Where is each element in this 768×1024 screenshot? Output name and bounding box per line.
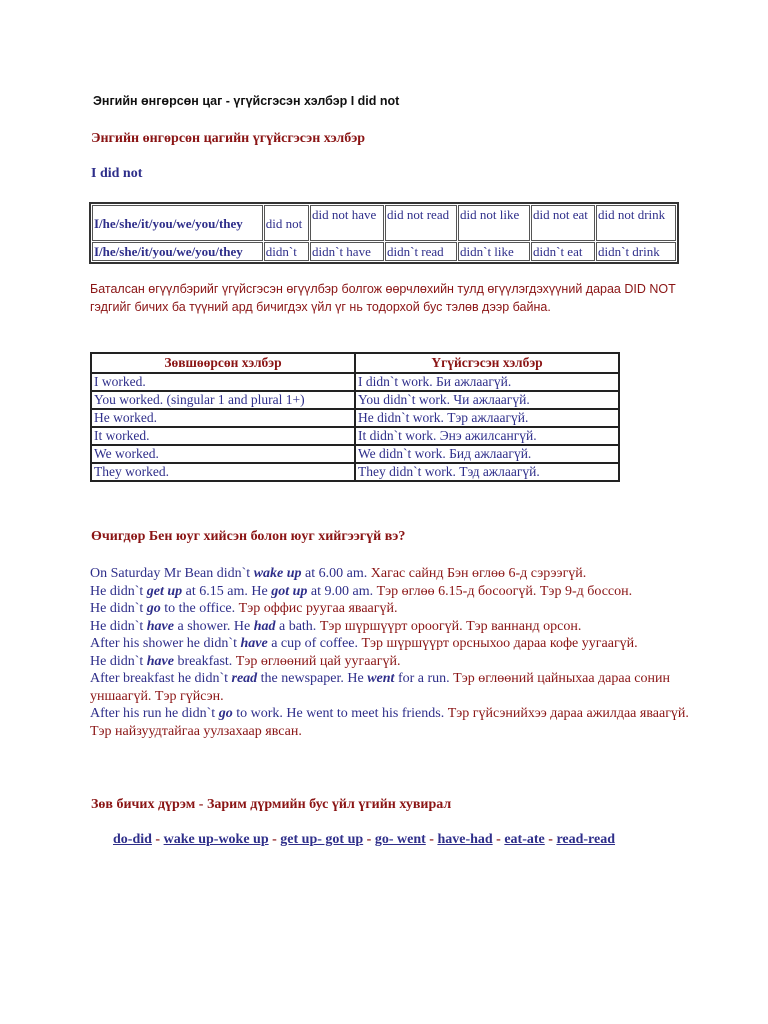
verb-link-wake-up[interactable]: wake up-woke up bbox=[163, 832, 269, 847]
table-cell: didn`t like bbox=[458, 242, 530, 261]
table-row bbox=[91, 463, 619, 481]
table-cell: You worked. (singular 1 and plural 1+) bbox=[91, 391, 355, 409]
table-row bbox=[92, 242, 676, 261]
column-header-affirmative: Зөвшөөрсөн хэлбэр bbox=[91, 353, 355, 373]
story-verb: go bbox=[218, 706, 233, 721]
story-line bbox=[90, 705, 690, 740]
table-cell: He worked. bbox=[91, 409, 355, 427]
story-text-mn: Тэр шүршүүрт ороогүй. Тэр ваннанд орсон. bbox=[319, 618, 582, 634]
verb-link-get-up[interactable]: get up- got up bbox=[280, 832, 364, 847]
table-cell: You didn`t work. Чи ажлаагүй. bbox=[355, 391, 619, 409]
verb-link-go-went[interactable]: go- went bbox=[374, 832, 426, 847]
separator: - bbox=[548, 832, 553, 847]
table-row bbox=[92, 205, 676, 241]
story-text-en: He didn`t bbox=[90, 618, 147, 634]
table-cell: did not like bbox=[458, 205, 530, 241]
table-cell: didn`t bbox=[264, 242, 309, 261]
table-row bbox=[91, 409, 619, 427]
story-line bbox=[90, 635, 690, 653]
table-cell: I worked. bbox=[91, 373, 355, 391]
story-verb: get up bbox=[146, 583, 183, 599]
table-cell: We worked. bbox=[91, 445, 355, 463]
story-line bbox=[90, 565, 690, 583]
table-cell: We didn`t work. Бид ажлаагүй. bbox=[355, 445, 619, 463]
story-line bbox=[90, 618, 690, 636]
story-line bbox=[90, 583, 690, 601]
table-row bbox=[91, 445, 619, 463]
story-text-en: On Saturday Mr Bean didn`t bbox=[90, 566, 254, 581]
table-cell: did not drink bbox=[596, 205, 676, 241]
table-cell: didn`t read bbox=[385, 242, 457, 261]
table-cell: He didn`t work. Тэр ажлаагүй. bbox=[355, 409, 619, 427]
separator: - bbox=[496, 832, 501, 847]
table-cell: I/he/she/it/you/we/you/they bbox=[92, 205, 263, 241]
story-text-en: a shower. He bbox=[173, 618, 254, 634]
story-line bbox=[90, 670, 690, 705]
story-text-en: After his shower he didn`t bbox=[90, 636, 241, 651]
did-not-table bbox=[89, 202, 679, 264]
separator: - bbox=[366, 832, 372, 847]
story-line bbox=[90, 653, 690, 671]
story-text-mn: Тэр оффис руугаа яваагүй. bbox=[238, 601, 398, 616]
story-text-en: at 6.00 am. bbox=[301, 566, 371, 581]
story-verb: have bbox=[146, 618, 174, 634]
story-verb: had bbox=[253, 618, 276, 634]
story-text-en: to the office. bbox=[160, 601, 239, 616]
table-cell: It didn`t work. Энэ ажилсангүй. bbox=[355, 427, 619, 445]
table-row bbox=[91, 373, 619, 391]
separator: - bbox=[155, 832, 161, 847]
story-text-mn: Тэр өглөөний цайныхаа дараа сонин уншаагүй. Тэр гүйсэн. bbox=[90, 671, 670, 704]
story-verb: went bbox=[367, 671, 395, 686]
story-verb: have bbox=[146, 653, 174, 669]
affirmative-negative-table bbox=[90, 352, 620, 482]
column-header-negative: Үгүйсгэсэн хэлбэр bbox=[355, 353, 619, 373]
story-text-mn: Тэр өглөө 6.15-д босоогүй. Тэр 9-д боссон. bbox=[376, 583, 633, 599]
story-verb: read bbox=[231, 671, 258, 686]
document-title: Энгийн өнгөрсөн цаг - үгүйсгэсэн хэлбэр I did not bbox=[93, 94, 400, 108]
table-header-row bbox=[91, 353, 619, 373]
table-row bbox=[91, 391, 619, 409]
subtitle-red: Энгийн өнгөрсөн цагийн үгүйсгэсэн хэлбэр bbox=[91, 131, 366, 146]
story-text-en: After his run he didn`t bbox=[90, 706, 219, 721]
spelling-rule-heading: Зөв бичих дүрэм - Зарим дүрмийн бус үйл үгийн хувирал bbox=[91, 797, 452, 812]
story-text-en: He didn`t bbox=[90, 601, 147, 616]
table-cell: did not have bbox=[310, 205, 384, 241]
table-cell: did not read bbox=[385, 205, 457, 241]
table-cell: didn`t drink bbox=[596, 242, 676, 261]
question-heading: Өчигдөр Бен юуг хийсэн болон юуг хийгээгүй вэ? bbox=[91, 529, 406, 544]
story-verb: go bbox=[146, 601, 161, 616]
story-text-en: to work. He went to meet his friends. bbox=[232, 706, 448, 721]
story-text-en: at 6.15 am. He bbox=[182, 583, 272, 599]
verb-link-read-read[interactable]: read-read bbox=[556, 832, 616, 847]
table-cell: didn`t have bbox=[310, 242, 384, 261]
explanation-paragraph: Баталсан өгүүлбэрийг үгүйсгэсэн өгүүлбэр болгож өөрчлөхийн тулд өгүүлэгдэхүүний дараа DID NOT гэдгийг бичих ба түүний ард бичигдэх үйл үг нь тодорхой бус тэлөв дээр байна. bbox=[90, 282, 676, 314]
story-verb: wake up bbox=[253, 566, 302, 581]
table-cell: They didn`t work. Тэд ажлаагүй. bbox=[355, 463, 619, 481]
verb-link-eat-ate[interactable]: eat-ate bbox=[504, 832, 545, 847]
story-text bbox=[90, 565, 690, 740]
story-text-en: at 9.00 am. bbox=[307, 583, 377, 599]
story-verb: got up bbox=[271, 583, 308, 599]
story-text-mn: Тэр гүйсэнийхээ дараа ажилдаа яваагүй. Тэр найзуудтайгаа уулзахаар явсан. bbox=[90, 706, 689, 739]
story-verb: have bbox=[240, 636, 268, 651]
story-line bbox=[90, 600, 690, 618]
table-cell: They worked. bbox=[91, 463, 355, 481]
table-cell: didn`t eat bbox=[531, 242, 595, 261]
story-text-en: He didn`t bbox=[90, 653, 147, 669]
story-text-mn: Хагас сайнд Бэн өглөө 6-д сэрээгүй. bbox=[370, 566, 587, 581]
table-cell: did not eat bbox=[531, 205, 595, 241]
verb-link-do-did[interactable]: do-did bbox=[113, 832, 152, 847]
separator: - bbox=[429, 832, 434, 847]
irregular-verb-links bbox=[113, 832, 615, 848]
verb-link-have-had[interactable]: have-had bbox=[437, 832, 493, 847]
story-text-en: After breakfast he didn`t bbox=[90, 671, 232, 686]
table-cell: It worked. bbox=[91, 427, 355, 445]
story-text-mn: Тэр өглөөний цай уугаагүй. bbox=[235, 653, 401, 669]
table-cell: I didn`t work. Би ажлаагүй. bbox=[355, 373, 619, 391]
table-cell: did not bbox=[264, 205, 309, 241]
story-text-en: He didn`t bbox=[90, 583, 147, 599]
story-text-en: a cup of coffee. bbox=[267, 636, 362, 651]
separator: - bbox=[272, 832, 277, 847]
story-text-mn: Тэр шүршүүрт орсныхоо дараа кофе уугаагүй. bbox=[361, 636, 638, 651]
story-text-en: a bath. bbox=[275, 618, 320, 634]
story-text-en: breakfast. bbox=[173, 653, 236, 669]
story-text-en: for a run. bbox=[394, 671, 454, 686]
subtitle-blue: I did not bbox=[91, 166, 143, 181]
table-cell: I/he/she/it/you/we/you/they bbox=[92, 242, 263, 261]
story-text-en: the newspaper. He bbox=[257, 671, 368, 686]
table-row bbox=[91, 427, 619, 445]
